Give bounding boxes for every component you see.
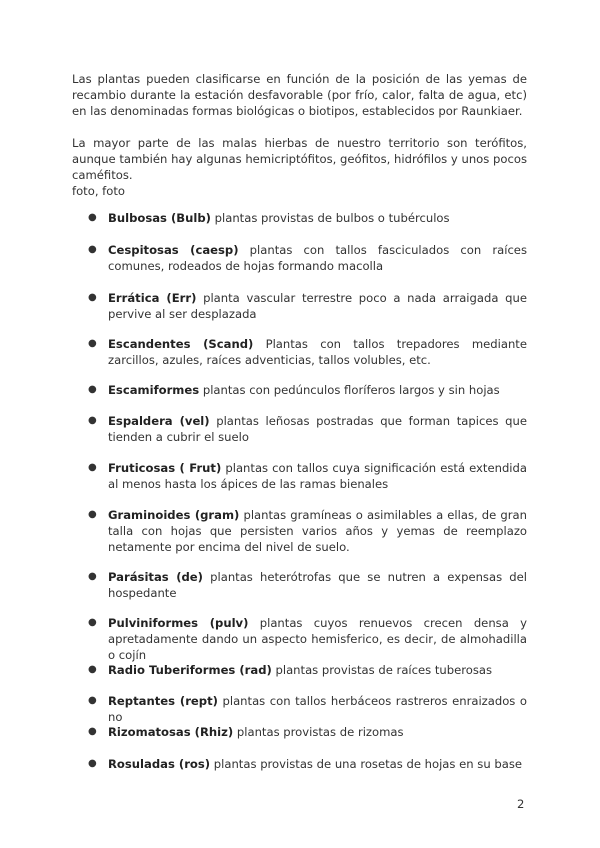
list-item [88, 693, 527, 725]
item-description: plantas provistas de raíces tuberosas [271, 663, 493, 677]
list-item [88, 662, 527, 678]
bullet-icon: ● [88, 415, 97, 426]
item-description: Plantas con tallos trepadores mediante zarcillos, azules, raíces adventicias, tallos volubles, etc. [108, 337, 527, 367]
intro-paragraph: Las plantas pueden clasificarse en función de la posición de las yemas de recambio durante la estación desfavorable (por frío, calor, falta de agua, etc) en las denominadas formas biológicas o biotipos, establecidos por Raunkiaer. [72, 72, 527, 118]
item-term: Reptantes (rept) [108, 694, 218, 708]
weeds-paragraph: La mayor parte de las malas hierbas de nuestro territorio son terófitos, aunque también hay algunas hemicriptófitos, geófitos, hidrófilos y unos pocos caméfitos. [72, 136, 527, 182]
bullet-icon: ● [88, 384, 97, 395]
item-description: planta vascular terrestre poco a nada arraigada que pervive al ser desplazada [108, 291, 527, 321]
item-term: Escamiformes [108, 383, 200, 397]
bullet-icon: ● [88, 292, 97, 303]
item-description: plantas gramíneas o asimilables a ellas, de gran talla con hojas que persisten varios años y yemas de reemplazo netamente por encima del nivel de suelo. [108, 508, 527, 554]
list-item [88, 382, 527, 398]
item-description: plantas leñosas postradas que forman tapices que tienden a cubrir el suelo [108, 414, 528, 444]
bullet-icon: ● [88, 244, 97, 255]
item-term: Graminoides (gram) [108, 508, 240, 522]
item-term: Bulbosas (Bulb) [108, 211, 211, 225]
bullet-icon: ● [88, 509, 97, 520]
item-description: plantas heterótrofas que se nutren a expensas del hospedante [108, 570, 527, 600]
list-item [88, 290, 527, 322]
item-description: plantas provistas de una rosetas de hojas en su base [210, 757, 523, 771]
bullet-icon: ● [88, 617, 97, 628]
list-item [88, 615, 527, 663]
item-term: Radio Tuberiformes (rad) [108, 663, 272, 677]
item-description: plantas con tallos cuya significación está extendida al menos hasta los ápices de las ramas bienales [108, 461, 527, 491]
item-term: Cespitosas (caesp) [108, 243, 239, 257]
item-term: Fruticosas ( Frut) [108, 461, 222, 475]
list-item [88, 569, 527, 601]
bullet-icon: ● [88, 664, 97, 675]
list-item [88, 724, 527, 740]
item-description: plantas provistas de rizomas [233, 725, 404, 739]
bullet-icon: ● [88, 571, 97, 582]
photo-placeholder-text: foto, foto [72, 184, 125, 198]
list-item [88, 242, 527, 274]
bullet-icon: ● [88, 338, 97, 349]
bullet-icon: ● [88, 695, 97, 706]
item-term: Espaldera (vel) [108, 414, 210, 428]
page-number: 2 [517, 797, 525, 811]
bullet-icon: ● [88, 462, 97, 473]
item-description: plantas cuyos renuevos crecen densa y apretadamente dando un aspecto hemisferico, es decir, de almohadilla o cojín [108, 616, 527, 662]
list-item [88, 413, 528, 445]
bullet-icon: ● [88, 212, 97, 223]
item-term: Errática (Err) [108, 291, 197, 305]
item-term: Rizomatosas (Rhiz) [108, 725, 234, 739]
item-description: plantas con tallos herbáceos rastreros enraizados o no [108, 694, 527, 724]
bullet-icon: ● [88, 726, 97, 737]
list-item [88, 210, 527, 226]
item-term: Escandentes (Scand) [108, 337, 254, 351]
item-term: Pulviniformes (pulv) [108, 616, 249, 630]
list-item [88, 460, 527, 492]
bullet-icon: ● [88, 758, 97, 769]
item-description: plantas provistas de bulbos o tubérculos [210, 211, 450, 225]
item-description: plantas con pedúnculos floríferos largos y sin hojas [199, 383, 500, 397]
list-item [88, 336, 527, 368]
item-term: Rosuladas (ros) [108, 757, 211, 771]
item-term: Parásitas (de) [108, 570, 203, 584]
list-item [88, 756, 527, 772]
item-description: plantas con tallos fasciculados con raíces comunes, rodeados de hojas formando macolla [108, 243, 527, 273]
list-item [88, 507, 527, 555]
